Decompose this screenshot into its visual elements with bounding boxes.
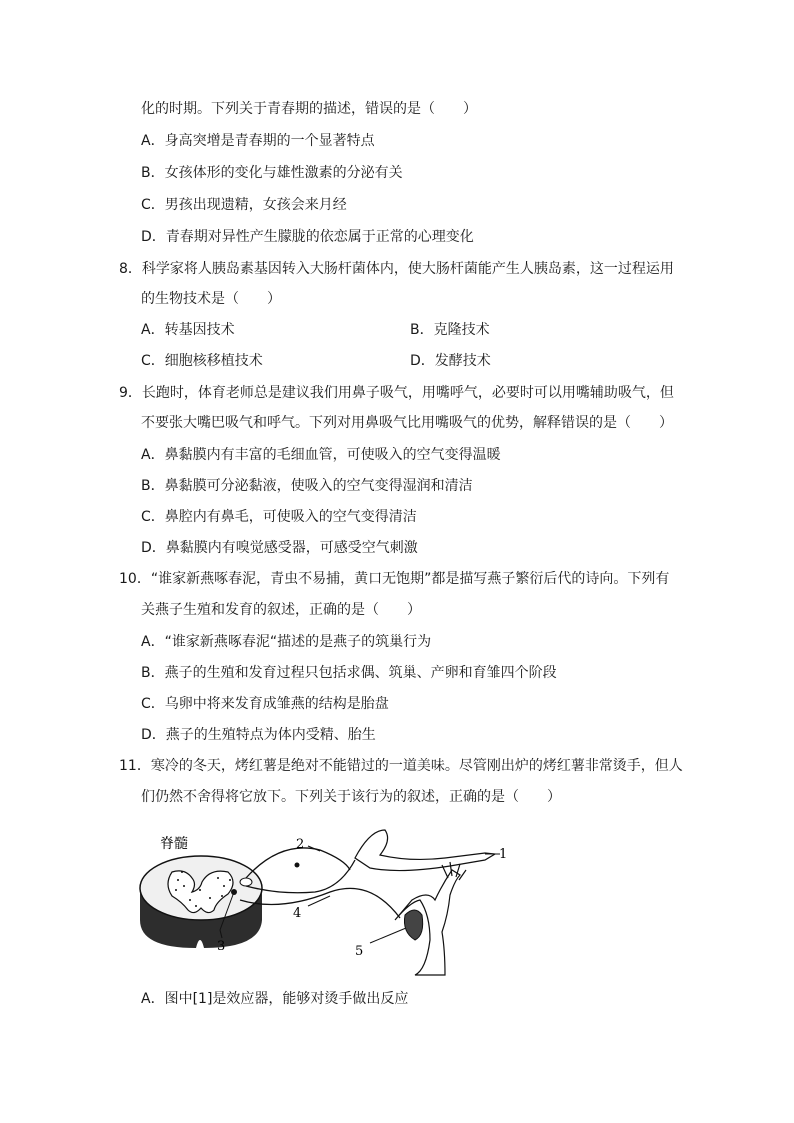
q9-option-d: D．鼻黏膜内有嗅觉感受器，可感受空气刺激 (141, 540, 418, 556)
q8-stem-line2: 的生物技术是（ ） (141, 291, 281, 307)
label-1: 1 (499, 847, 508, 862)
muscle-drawing (404, 910, 422, 940)
q7-option-d: D．青春期对异性产生朦胧的依恋属于正常的心理变化 (141, 229, 474, 245)
q9-option-b: B．鼻黏膜可分泌黏液，使吸入的空气变得湿润和清洁 (141, 478, 473, 494)
q11-option-a: A．图中[1]是效应器，能够对烫手做出反应 (141, 991, 409, 1007)
reflex-arc-figure (130, 820, 530, 980)
spinal-cord-label: 脊髓 (160, 836, 188, 852)
q7-stem-continuation: 化的时期。下列关于青春期的描述，错误的是（ ） (141, 101, 477, 117)
q7-option-b: B．女孩体形的变化与雄性激素的分泌有关 (141, 165, 403, 181)
q10-stem-line2: 关燕子生殖和发育的叙述，正确的是（ ） (141, 602, 421, 618)
q8-option-a: A．转基因技术 (141, 322, 235, 338)
q9-option-c: C．鼻腔内有鼻毛，可使吸入的空气变得清洁 (141, 509, 417, 525)
efferent-nerve-4 (240, 888, 400, 918)
q10-stem-line1: 10．“谁家新燕啄春泥，青虫不易捕，黄口无饱期”都是描写燕子繁衍后代的诗向。下列有 (119, 571, 670, 587)
q10-option-c: C．乌卵中将来发育成雏燕的结构是胎盘 (141, 696, 389, 712)
q11-stem-line1: 11．寒冷的冬天，烤红薯是绝对不能错过的一道美味。尽管刚出炉的烤红薯非常烫手，但人 (119, 758, 683, 774)
q10-option-b: B．燕子的生殖和发育过程只包括求偶、筑巢、产卵和育雏四个阶段 (141, 665, 557, 681)
q11-stem-line2: 们仍然不舍得将它放下。下列关于该行为的叙述，正确的是（ ） (141, 789, 561, 805)
q9-option-a: A．鼻黏膜内有丰富的毛细血管，可使吸入的空气变得温暖 (141, 447, 501, 463)
q8-option-d: D．发酵技术 (410, 353, 491, 369)
spinal-cord-cross-section (140, 856, 262, 948)
label-4: 4 (293, 906, 302, 921)
q8-option-b: B．克隆技术 (410, 322, 490, 338)
q9-stem-line2: 不要张大嘴巴吸气和呼气。下列对用鼻吸气比用嘴吸气的优势，解释错误的是（ ） (141, 415, 673, 431)
q7-option-c: C．男孩出现遗精，女孩会来月经 (141, 197, 347, 213)
label-2: 2 (296, 837, 305, 852)
q9-stem-line1: 9．长跑时，体育老师总是建议我们用鼻子吸气，用嘴呼气，必要时可以用嘴辅助吸气，但 (119, 385, 674, 401)
q10-option-a: A．“谁家新燕啄春泥“描述的是燕子的筑巢行为 (141, 634, 432, 650)
q7-option-a: A．身高突增是青春期的一个显著特点 (141, 133, 375, 149)
q8-option-c: C．细胞核移植技术 (141, 353, 263, 369)
q8-stem-line1: 8．科学家将人胰岛素基因转入大肠杆菌体内，使大肠杆菌能产生人胰岛素，这一过程运用 (119, 261, 674, 277)
upper-arm-drawing (355, 830, 495, 871)
q10-option-d: D．燕子的生殖特点为体内受精、胎生 (141, 727, 376, 743)
label-3: 3 (217, 939, 226, 954)
label-5: 5 (355, 944, 364, 959)
